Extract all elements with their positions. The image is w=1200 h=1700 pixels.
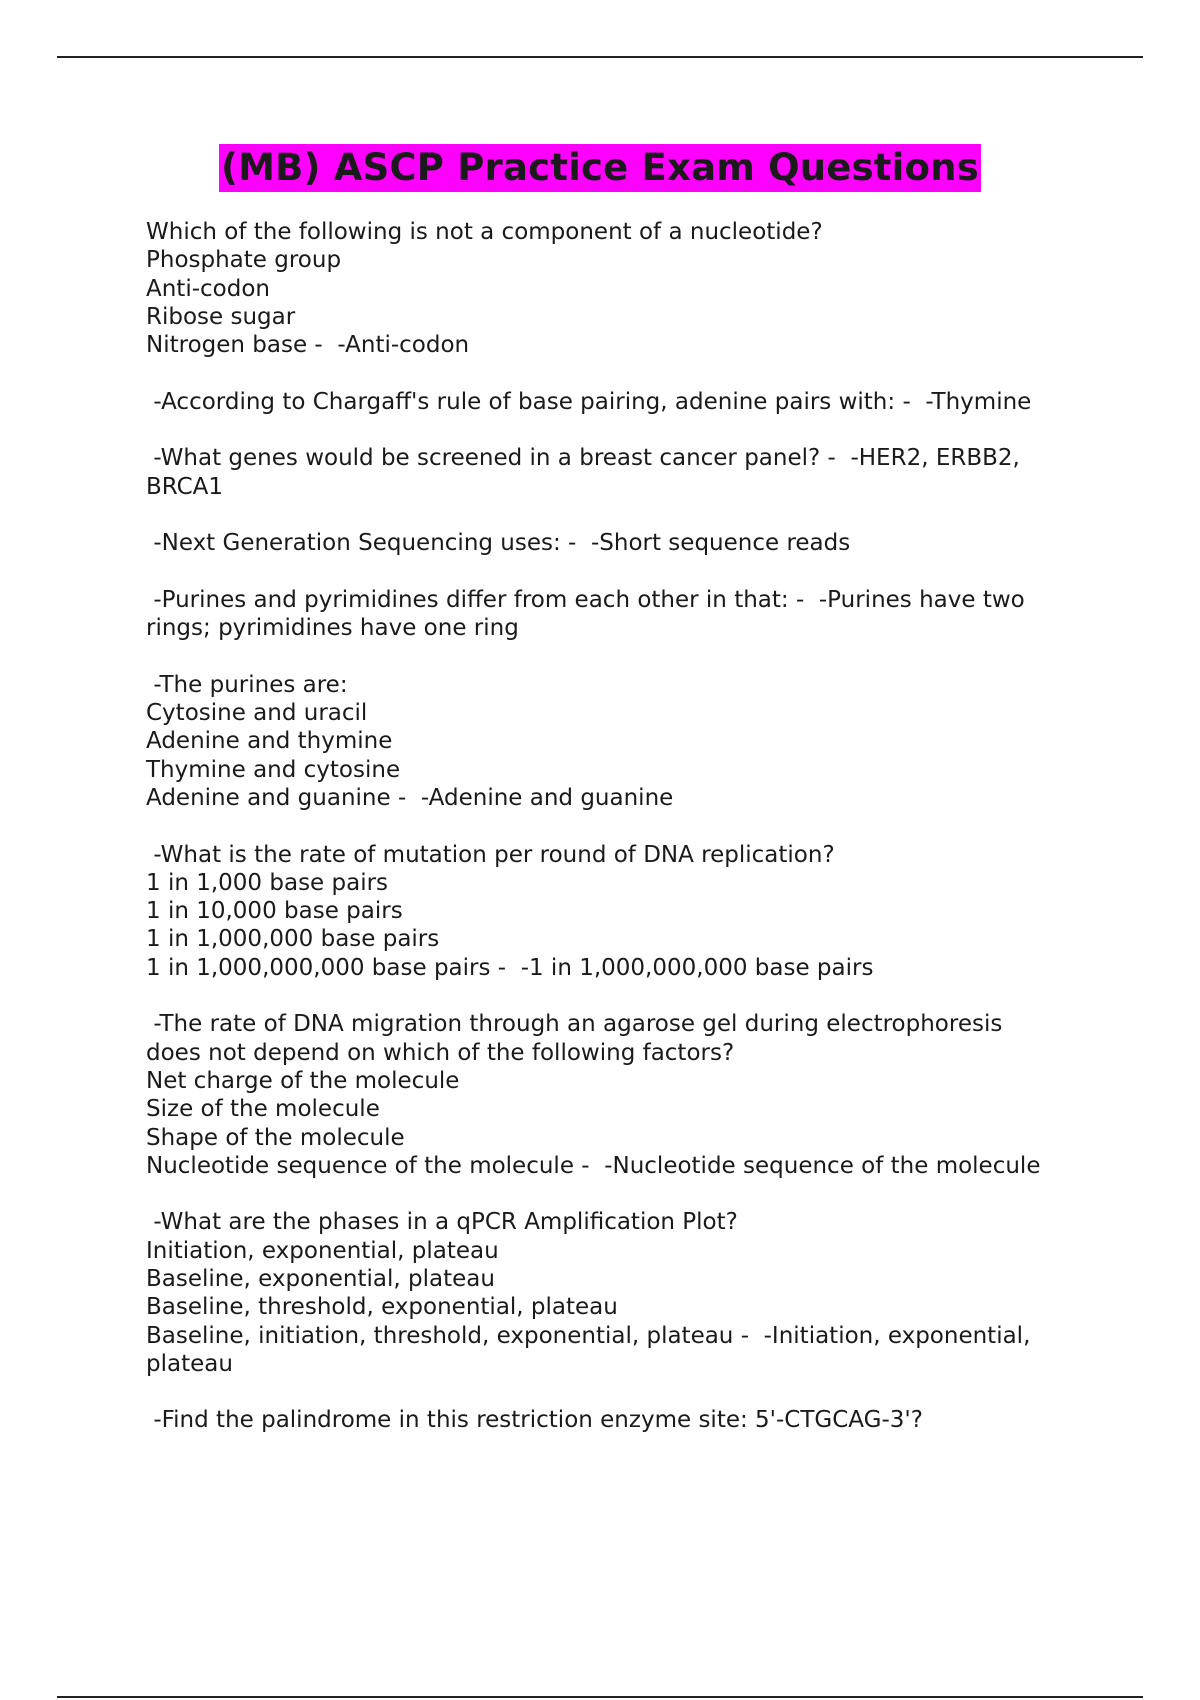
question-list	[146, 218, 1091, 1463]
document-title: (MB) ASCP Practice Exam Questions	[219, 144, 981, 192]
question-line: does not depend on which of the following factors?	[146, 1039, 735, 1066]
question-block	[146, 841, 1091, 982]
question-block	[146, 218, 1091, 359]
question-line: Net charge of the molecule	[146, 1067, 460, 1094]
question-line: Size of the molecule	[146, 1096, 380, 1123]
question-line: -Find the palindrome in this restriction enzyme site: 5'-CTGCAG-3'?	[146, 1407, 923, 1434]
question-line: -The purines are:	[146, 671, 348, 698]
question-line: Which of the following is not a component of a nucleotide?	[146, 219, 823, 245]
question-line: Adenine and guanine - -Adenine and guanine	[146, 784, 674, 811]
question-line: Baseline, exponential, plateau	[146, 1265, 495, 1292]
question-line: -Next Generation Sequencing uses: - -Short sequence reads	[146, 530, 851, 557]
question-line: -What genes would be screened in a breast cancer panel? - -HER2, ERBB2,	[146, 445, 1020, 472]
question-line: Adenine and thymine	[146, 728, 393, 755]
question-block	[146, 1010, 1091, 1180]
question-line: 1 in 1,000 base pairs	[146, 869, 389, 896]
question-line: Initiation, exponential, plateau	[146, 1237, 499, 1264]
question-line: 1 in 1,000,000,000 base pairs - -1 in 1,000,000,000 base pairs	[146, 954, 874, 981]
top-divider	[57, 56, 1143, 58]
title-container	[0, 144, 1200, 192]
question-line: 1 in 10,000 base pairs	[146, 898, 403, 925]
question-line: rings; pyrimidines have one ring	[146, 615, 519, 642]
question-line: Baseline, threshold, exponential, plateau	[146, 1294, 618, 1321]
question-line: Thymine and cytosine	[146, 756, 401, 783]
question-block	[146, 671, 1091, 812]
question-block	[146, 529, 1091, 557]
question-line: Nitrogen base - -Anti-codon	[146, 332, 470, 359]
question-line: -Purines and pyrimidines differ from each other in that: - -Purines have two	[146, 586, 1025, 613]
question-line: Ribose sugar	[146, 303, 296, 330]
question-line: -According to Chargaff's rule of base pairing, adenine pairs with: - -Thymine	[146, 388, 1032, 415]
question-line: Anti-codon	[146, 275, 270, 302]
bottom-divider	[57, 1696, 1143, 1698]
question-line: -What is the rate of mutation per round of DNA replication?	[146, 841, 835, 868]
question-block	[146, 1208, 1091, 1378]
question-line: -The rate of DNA migration through an agarose gel during electrophoresis	[146, 1011, 1003, 1038]
question-line: plateau	[146, 1350, 233, 1377]
question-line: Baseline, initiation, threshold, exponential, plateau - -Initiation, exponential,	[146, 1322, 1031, 1349]
question-block	[146, 444, 1091, 501]
question-block	[146, 1406, 1091, 1434]
question-line: Phosphate group	[146, 247, 342, 274]
question-line: BRCA1	[146, 473, 224, 500]
question-block	[146, 586, 1091, 643]
question-line: Shape of the molecule	[146, 1124, 405, 1151]
question-line: Cytosine and uracil	[146, 700, 368, 727]
question-line: 1 in 1,000,000 base pairs	[146, 926, 440, 953]
question-line: Nucleotide sequence of the molecule - -Nucleotide sequence of the molecule	[146, 1152, 1041, 1179]
question-block	[146, 388, 1091, 416]
question-line: -What are the phases in a qPCR Amplification Plot?	[146, 1209, 738, 1236]
